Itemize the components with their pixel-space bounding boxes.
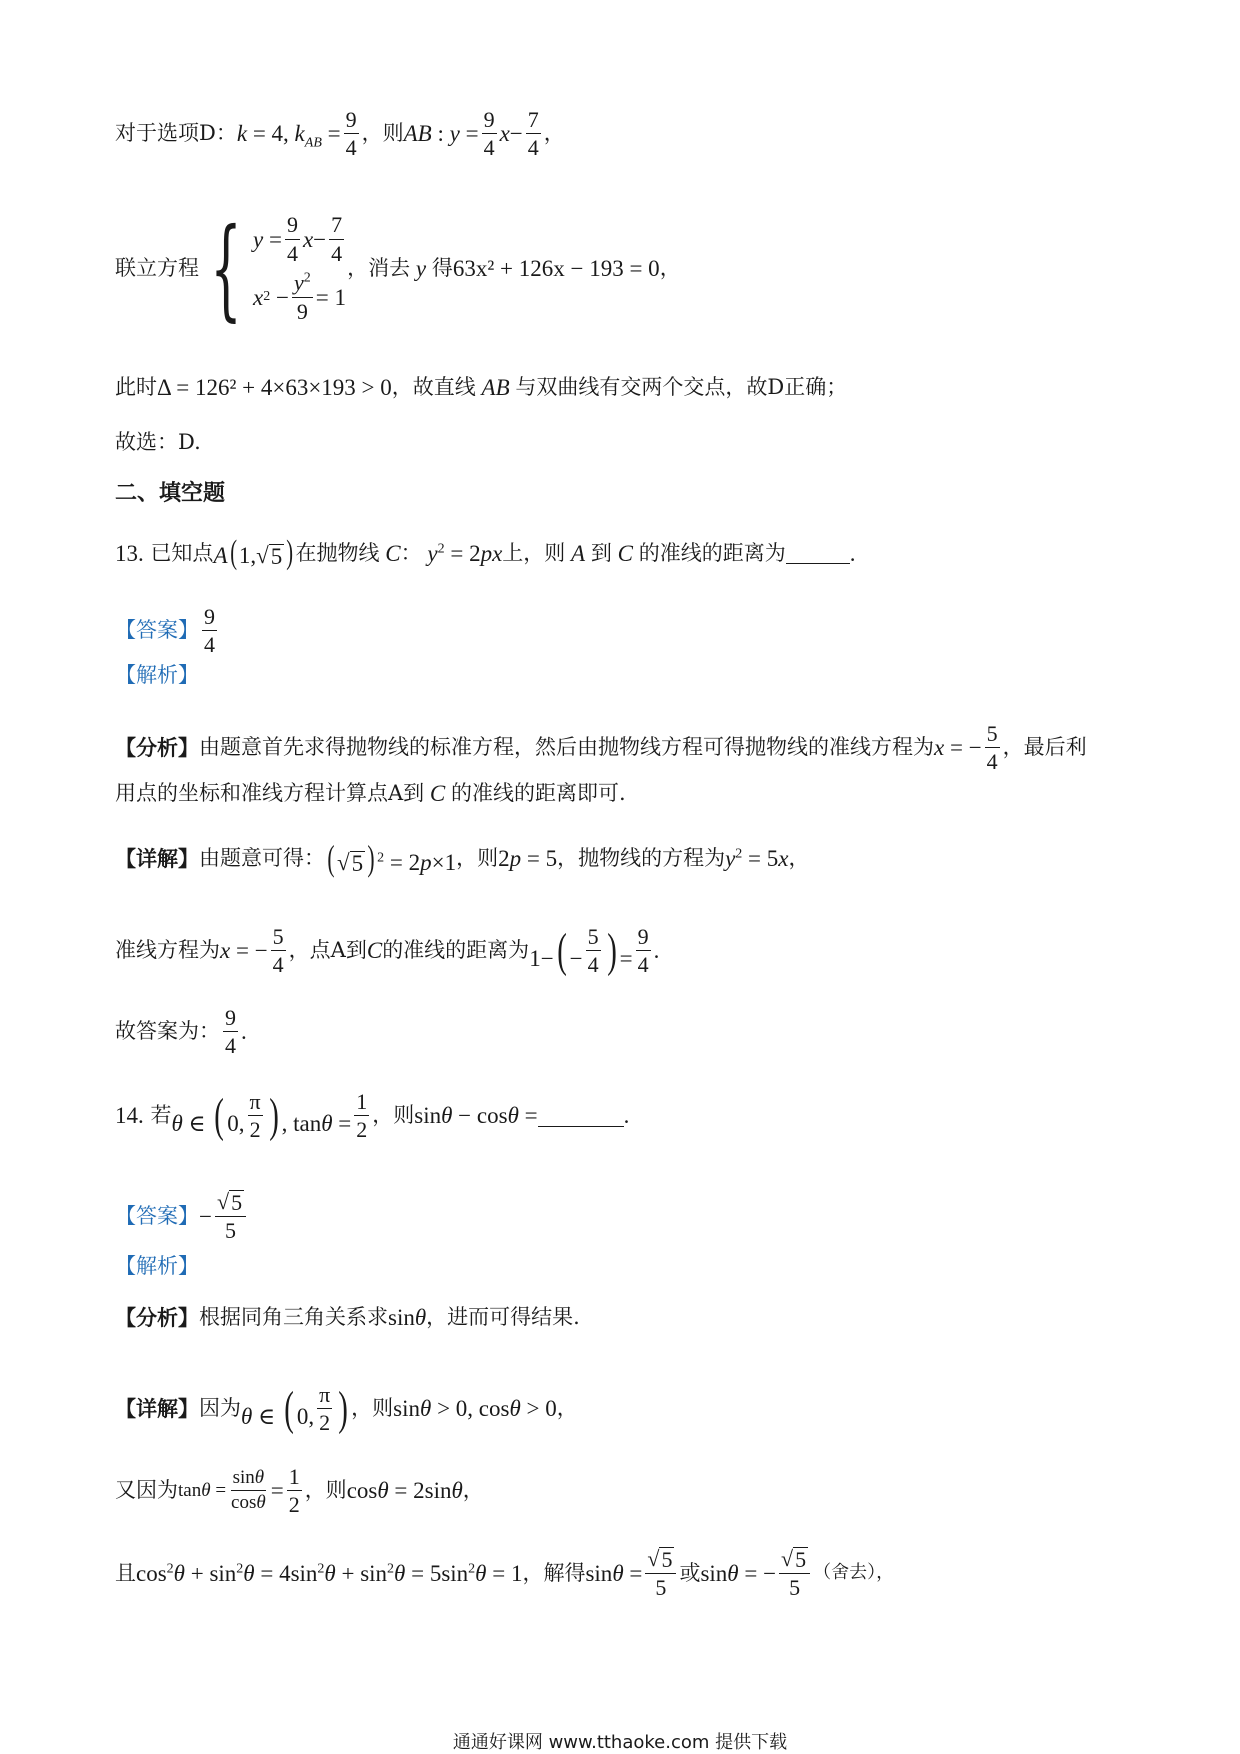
delta-suffix2: 与双曲线有交两个交点，故D正确； <box>515 375 848 399</box>
q13-number: 13. <box>115 540 144 566</box>
q14-line2: 又因为 tanθ = $\frac{\sin\theta}{\cos\theta}$ = $\frac{1}{2}$ ，则 cosθ = 2sinθ ， <box>115 1464 484 1518</box>
system-line: 联立方程 { y = $\frac{9}{4}$ x − $\frac{7}{4}$ x 2 − $\frac{y^2}{9}$ = 1 ，消去 y 得 63x² + 126x − 193 = 0 ， <box>115 204 681 332</box>
q13-line2: 准线方程为 x = − $\frac{5}{4}$ ，点A到 C 的准线的距离为 1−( − $\frac{5}{4}$ ) = $\frac{9}{4}$ . <box>115 923 660 978</box>
q13-xiangjie-eq: ( √ 5 ) $^2$ = 2p×1 <box>327 838 457 878</box>
option-d-then: ，则 <box>361 121 404 146</box>
q13-answer-tag: 【答案】 <box>115 618 199 643</box>
system-mid2: 得 <box>431 255 453 280</box>
q13-parabola: $y^2 = 2px$ <box>427 540 503 566</box>
system-mid: ，消去 <box>347 255 411 280</box>
q13-line2-text2: ，点A到 <box>288 938 367 963</box>
option-d-k: k = 4, $k_{AB}$ = <box>236 121 341 151</box>
q13-fenxi-frac: $\frac{5}{4}$ <box>986 721 998 775</box>
q14-line: 14. 若 θ ∈ ( 0, $\frac{\pi}{2}$ ) , tanθ = $\frac{1}{2}$ ，则 sinθ − cosθ = . <box>115 1088 630 1143</box>
option-d-frac2: $\frac{7}{4}$ <box>527 107 539 161</box>
q14-answer-line: 【答案】 − √ 5 5 <box>115 1190 249 1242</box>
q13-answer-frac: $\frac{9}{4}$ <box>204 604 215 658</box>
option-d-prefix: 对于选项D： <box>115 121 237 146</box>
section-title: 二、填空题 <box>115 481 226 506</box>
q13-fenxi-text3: 用点的坐标和准线方程计算点A到 <box>115 781 425 805</box>
brace-symbol: { <box>210 204 242 332</box>
q13-text2: 在抛物线 <box>295 540 380 565</box>
q14-line2-text1: 又因为 <box>115 1478 178 1503</box>
q13-analysis-tag: 【解析】 <box>115 663 199 687</box>
q13-xiangjie-text1: 由题意可得： <box>199 845 325 870</box>
q13-blank <box>786 542 850 564</box>
q14-fenxi-tag: 【分析】 <box>115 1305 199 1330</box>
q14-text1: 若 <box>150 1103 172 1128</box>
q14-line3: 且 $\cos^2\theta + \sin^2\theta = 4\sin^2\theta + \sin^2\theta = 5\sin^2\theta = 1$ ，解得 sinθ = √ 5 5 或 sinθ = − √ 5 5 （舍去）， <box>115 1546 895 1601</box>
option-d-slope-frac: $\frac{9}{4}$ <box>345 107 357 161</box>
q13-final-text: 故答案为： <box>115 1019 220 1044</box>
q13-text5: 的准线的距离为 <box>638 540 786 565</box>
q14-answer-frac: √ 5 5 <box>215 1190 246 1242</box>
option-d-frac1: $\frac{9}{4}$ <box>483 107 495 161</box>
q14-number: 14. <box>115 1103 144 1129</box>
delta-suffix: ，故直线 <box>391 375 476 399</box>
q14-line3-text2: ，解得 <box>522 1560 586 1585</box>
page-footer: 通通好课网 www.tthaoke.com 提供下载 <box>452 1732 788 1753</box>
q13-text1: 已知点 <box>150 540 214 565</box>
equation-system: y = $\frac{9}{4}$ x − $\frac{7}{4}$ x 2 − $\frac{y^2}{9}$ = 1 <box>253 212 346 324</box>
q13-line2-text1: 准线方程为 <box>115 938 220 963</box>
system-prefix: 联立方程 <box>115 255 199 280</box>
q13-text3: 上，则 <box>502 540 566 565</box>
q14-xiangjie-text1: 因为 <box>199 1396 241 1421</box>
q14-answer-tag: 【答案】 <box>115 1203 199 1228</box>
q13-fenxi-line2: 用点的坐标和准线方程计算点A到 C 的准线的距离即可. <box>115 781 626 806</box>
q14-xiangjie-tag: 【详解】 <box>115 1396 199 1422</box>
q13-fenxi-line: 【分析】 由题意首先求得抛物线的标准方程，然后由抛物线方程可得抛物线的准线方程为 x = − $\frac{5}{4}$ ，最后利 <box>115 721 1087 775</box>
q14-fenxi-text2: ，进而可得结果. <box>426 1305 580 1329</box>
q13-fenxi-text1: 由题意首先求得抛物线的标准方程，然后由抛物线方程可得抛物线的准线方程为 <box>199 735 934 760</box>
option-d-line: 对于选项D： k = 4, $k_{AB}$ = $\frac{9}{4}$ ，则 AB : y = $\frac{9}{4}$ x − $\frac{7}{4}$ ， <box>115 107 565 161</box>
q14-line3-text4: （舍去）， <box>813 1562 895 1584</box>
q13-fenxi-text4: 的准线的距离即可. <box>451 781 626 805</box>
delta-prefix: 此时 <box>115 375 157 399</box>
q14-text2: ，则 <box>372 1103 415 1128</box>
q14-blank <box>538 1105 624 1127</box>
q13-line2-text3: 的准线的距离为 <box>382 938 530 963</box>
q14-line2-text2: ，则 <box>304 1478 347 1503</box>
q14-xiangjie-text2: ，则 <box>351 1396 394 1421</box>
system-result: 63x² + 126x − 193 = 0 <box>452 255 660 281</box>
option-d-ab: AB : y = <box>403 121 479 147</box>
q13-xiangjie-tag: 【详解】 <box>115 845 199 871</box>
q14-analysis-tag: 【解析】 <box>115 1254 199 1278</box>
q14-line3-text1: 且 <box>115 1560 136 1585</box>
system-tail: ， <box>659 255 681 280</box>
q13-line: 13. 已知点 A(1, √ 5 ) 在抛物线 C ： $y^2 = 2px$ 上，则 A 到 C 的准线的距离为 . <box>115 534 856 571</box>
q13-fenxi-text2: ，最后利 <box>1002 735 1087 760</box>
choose-line: 故选：D. <box>115 430 201 454</box>
q14-fenxi-line: 【分析】 根据同角三角关系求 sinθ ，进而可得结果. <box>115 1305 580 1330</box>
q13-final-line: 故答案为： $\frac{9}{4}$ . <box>115 1005 247 1059</box>
q13-point: A(1, √ 5 ) <box>213 534 294 571</box>
q13-text4: 到 <box>590 540 612 565</box>
q13-xiangjie-text2: ，则 <box>456 845 499 870</box>
q13-xiangjie-text3: ，抛物线的方程为 <box>557 845 726 870</box>
q13-xiangjie-line: 【详解】 由题意可得： ( √ 5 ) $^2$ = 2p×1 ，则 2p = 5 ，抛物线的方程为 $y^2 = 5x$ ， <box>115 838 810 878</box>
delta-line: 此时 Δ = 126² + 4×63×193 > 0 ，故直线 AB 与双曲线有交两个交点，故D正确； <box>115 375 848 400</box>
q14-fenxi-text1: 根据同角三角关系求 <box>199 1305 388 1329</box>
q14-line3-text3: 或 <box>679 1560 701 1585</box>
q13-answer-line <box>115 605 220 656</box>
delta-expr: Δ = 126² + 4×63×193 > 0 <box>157 375 392 400</box>
q13-fenxi-tag: 【分析】 <box>115 735 199 761</box>
q14-xiangjie-line: 【详解】 因为 θ ∈ ( 0, $\frac{\pi}{2}$ ) ，则 sinθ > 0, cosθ > 0 ， <box>115 1381 578 1436</box>
